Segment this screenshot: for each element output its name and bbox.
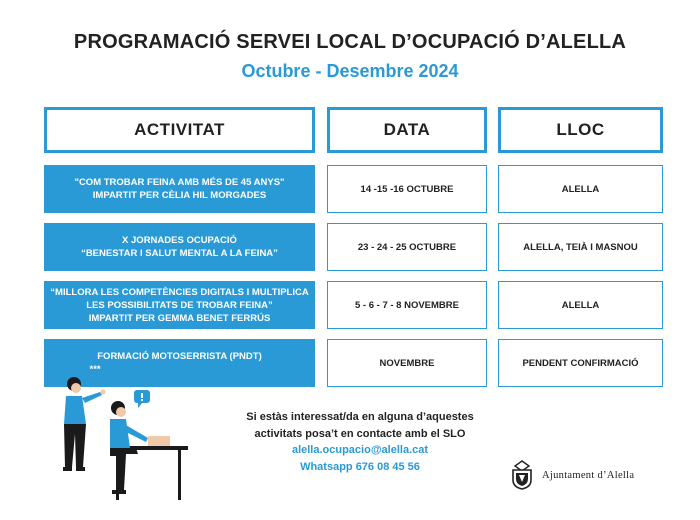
- table-row-activity: [44, 281, 315, 329]
- activity-line: “BENESTAR I SALUT MENTAL A LA FEINA”: [81, 248, 278, 259]
- activity-line: “MILLORA LES COMPETÈNCIES DIGITALS I MULTIPLICA: [50, 286, 309, 298]
- table-row-date: 14 -15 -16 OCTUBRE: [327, 165, 487, 213]
- laptop-icon: [148, 436, 170, 446]
- column-header-data: DATA: [327, 107, 487, 153]
- table-row-place: ALELLA: [498, 281, 663, 329]
- activity-line: "COM TROBAR FEINA AMB MÉS DE 45 ANYS": [74, 177, 285, 188]
- table-row-date: 5 - 6 - 7 - 8 NOVEMBRE: [327, 281, 487, 329]
- table-row-place: ALELLA, TEIÀ I MASNOU: [498, 223, 663, 271]
- ajuntament-logo: [508, 460, 634, 490]
- column-header-lloc: LLOC: [498, 107, 663, 153]
- speech-bubble-icon: [134, 390, 150, 408]
- page-title: PROGRAMACIÓ SERVEI LOCAL D’OCUPACIÓ D’ALELLA: [73, 31, 627, 53]
- contact-line: activitats posa’t en contacte amb el SLO: [254, 427, 466, 440]
- activity-line: LES POSSIBILITATS DE TROBAR FEINA”: [86, 299, 273, 311]
- activity-line: X JORNADES OCUPACIÓ: [122, 235, 237, 246]
- activity-line: ***: [89, 364, 101, 375]
- table-row-date: 23 - 24 - 25 OCTUBRE: [327, 223, 487, 271]
- contact-info: [205, 409, 515, 475]
- column-header-activitat: ACTIVITAT: [44, 107, 315, 153]
- activity-line: FORMACIÓ MOTOSERRISTA (PNDT): [97, 351, 262, 362]
- contact-line: Si estàs interessat/da en alguna d’aquestes: [246, 411, 474, 423]
- logo-text: Ajuntament d’Alella: [542, 469, 635, 481]
- table-row-activity: [44, 165, 315, 213]
- table-row-date: NOVEMBRE: [327, 339, 487, 387]
- activity-line: IMPARTIT PER CÈLIA HIL MORGADES: [92, 190, 267, 201]
- activity-line: IMPARTIT PER GEMMA BENET FERRÚS: [88, 312, 271, 324]
- page-subtitle: Octubre - Desembre 2024: [241, 61, 459, 81]
- table-row-place: PENDENT CONFIRMACIÓ: [498, 339, 663, 387]
- crest-icon: [508, 460, 536, 490]
- table-row-place: ALELLA: [498, 165, 663, 213]
- contact-email[interactable]: alella.ocupacio@alella.cat: [291, 444, 429, 456]
- people-illustration: [52, 372, 192, 507]
- standing-woman-icon: [63, 377, 106, 471]
- table-row-activity: [44, 223, 315, 271]
- contact-whatsapp[interactable]: Whatsapp 676 08 45 56: [300, 460, 420, 473]
